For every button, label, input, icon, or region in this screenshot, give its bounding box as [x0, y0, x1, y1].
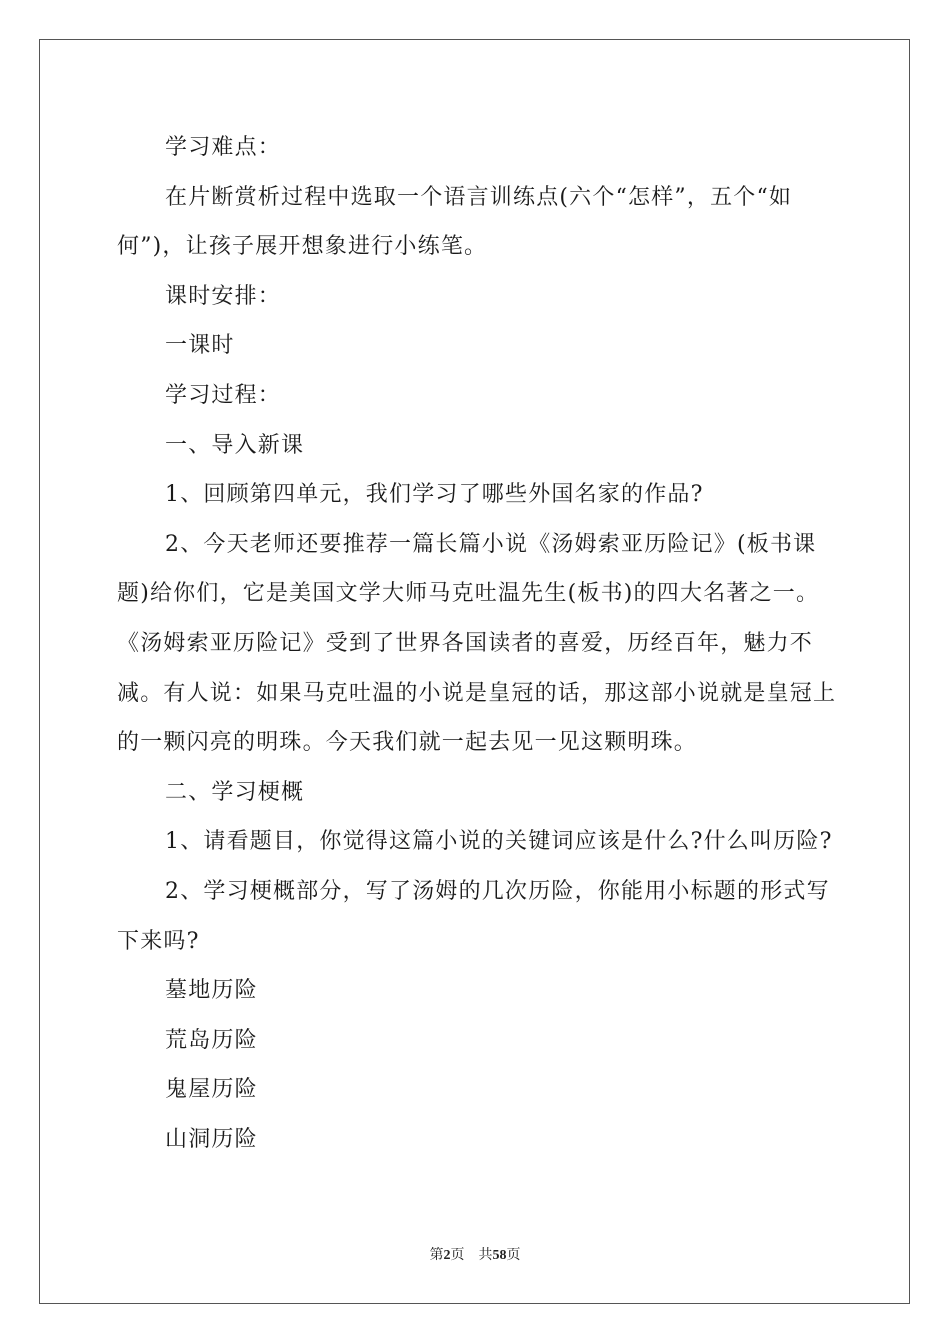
- footer-total-pages: 58: [492, 1248, 507, 1263]
- paragraph-intro-item-1: 1、回顾第四单元，我们学习了哪些外国名家的作品?: [165, 482, 704, 508]
- footer-total-prefix: 共: [478, 1248, 493, 1263]
- section-heading-summary: 二、学习梗概: [165, 779, 305, 805]
- list-item-adventure-3: 鬼屋历险: [165, 1077, 258, 1103]
- list-item-adventure-2: 荒岛历险: [165, 1027, 258, 1053]
- footer-page-number: 2: [443, 1248, 451, 1263]
- list-item-adventure-1: 墓地历险: [165, 978, 258, 1004]
- footer-page-suffix: 页: [450, 1248, 465, 1263]
- paragraph-summary-item-2: 2、学习梗概部分，写了汤姆的几次历险，你能用小标题的形式写下来吗?: [117, 878, 830, 954]
- page-footer: [0, 1244, 950, 1264]
- paragraph-difficulty-detail: 在片断赏析过程中选取一个语言训练点(六个“怎样”，五个“如何”)，让孩子展开想象进行小练笔。: [117, 184, 793, 260]
- paragraph-intro-item-2: 2、今天老师还要推荐一篇长篇小说《汤姆索亚历险记》(板书课题)给你们，它是美国文学大师马克吐温先生(板书)的四大名著之一。《汤姆索亚历险记》受到了世界各国读者的喜爱，历经百年，魅力不减。有人说：如果马克吐温的小说是皇冠的话，那这部小说就是皇冠上的一颗闪亮的明珠。今天我们就一起去见一见这颗明珠。: [117, 531, 837, 756]
- paragraph-summary-item-1: 1、请看题目，你觉得这篇小说的关键词应该是什么?什么叫历险?: [165, 829, 833, 855]
- paragraph-difficulty-heading: 学习难点：: [165, 135, 282, 160]
- list-item-adventure-4: 山洞历险: [165, 1126, 258, 1152]
- document-body: [117, 123, 837, 1164]
- footer-page-prefix: 第: [429, 1248, 444, 1263]
- paragraph-process-heading: 学习过程：: [165, 382, 282, 408]
- paragraph-schedule-heading: 课时安排：: [165, 283, 282, 309]
- paragraph-schedule-detail: 一课时: [165, 333, 235, 359]
- footer-total-suffix: 页: [506, 1248, 521, 1263]
- section-heading-intro: 一、导入新课: [165, 432, 305, 458]
